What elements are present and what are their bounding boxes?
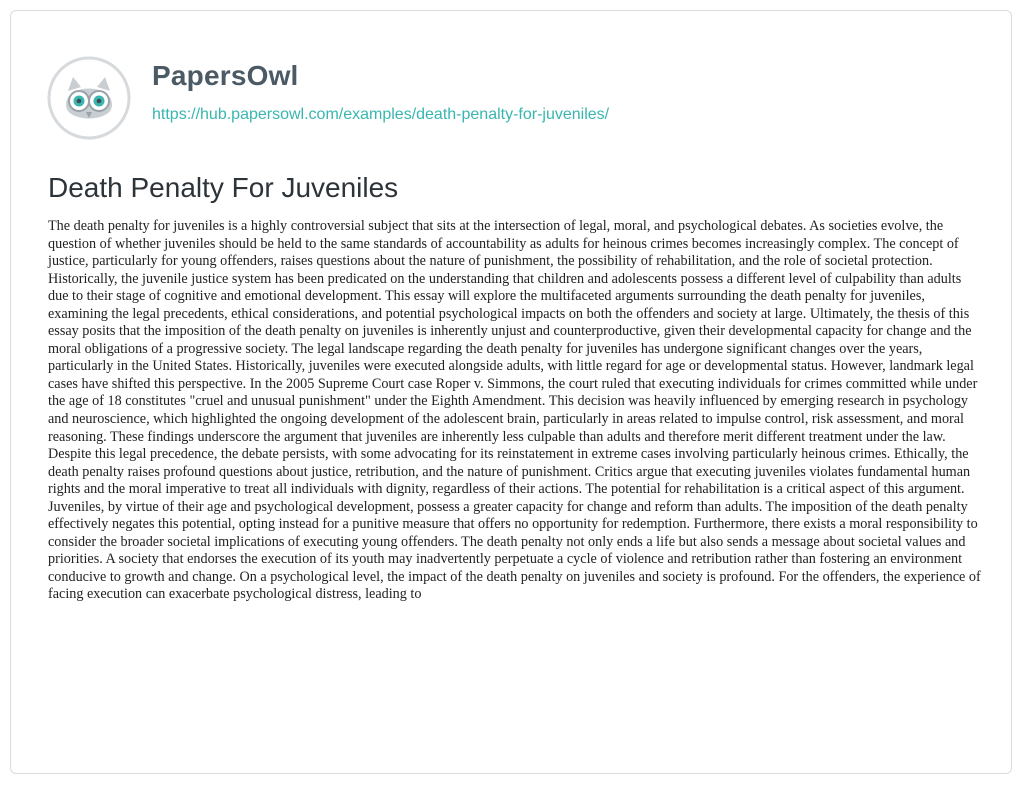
owl-logo-icon <box>46 55 132 141</box>
article-title: Death Penalty For Juveniles <box>48 172 399 203</box>
brand-name: PapersOwl <box>152 60 299 91</box>
article-body: The death penalty for juveniles is a highly controversial subject that sits at the intersection of legal, moral, and psychological debates. As societies evolve, the question of whether juveniles should be held to the same standards of accountability as adults for heinous crimes becomes increasingly complex. The concept of justice, particularly for young offenders, raises questions about the nature of punishment, the possibility of rehabilitation, and the role of societal protection. Historically, the juvenile justice system has been predicated on the understanding that children and adolescents possess a different level of culpability than adults due to their stage of cognitive and emotional development. This essay will explore the multifaceted arguments surrounding the death penalty for juveniles, examining the legal precedents, ethical considerations, and potential psychological impacts on both the offenders and society at large. Ultimately, the thesis of this essay posits that the imposition of the death penalty on juveniles is inherently unjust and counterproductive, given their developmental capacity for change and the moral obligations of a progressive society. The legal landscape regarding the death penalty for juveniles has undergone significant changes over the years, particularly in the United States. Historically, juveniles were executed alongside adults, with little regard for age or developmental status. However, landmark legal cases have shifted this perspective. In the 2005 Supreme Court case Roper v. Simmons, the court ruled that executing individuals for crimes committed while under the age of 18 constitutes "cruel and unusual punishment" under the Eighth Amendment. This decision was heavily influenced by emerging research in psychology and neuroscience, which highlighted the ongoing development of the adolescent brain, particularly in areas related to impulse control, risk assessment, and moral reasoning. These findings underscore the argument that juveniles are inherently less culpable than adults and therefore merit different treatment under the law. Despite this legal precedence, the debate persists, with some advocating for its reinstatement in extreme cases involving particularly heinous crimes. Ethically, the death penalty raises profound questions about justice, retribution, and the nature of punishment. Critics argue that executing juveniles violates fundamental human rights and the moral imperative to treat all individuals with dignity, regardless of their actions. The potential for rehabilitation is a critical aspect of this argument. Juveniles, by virtue of their age and psychological development, possess a greater capacity for change and reform than adults. The imposition of the death penalty effectively negates this potential, opting instead for a punitive measure that offers no opportunity for redemption. Furthermore, there exists a moral responsibility to consider the broader societal implications of executing young offenders. The death penalty not only ends a life but also sends a message about societal values and priorities. A society that endorses the execution of its youth may inadvertently perpetuate a cycle of violence and retribution rather than fostering an environment conducive to growth and change. On a psychological level, the impact of the death penalty on juveniles and society is profound. For the offenders, the experience of facing execution can exacerbate psychological distress, leading to <box>48 218 981 603</box>
source-url-link[interactable]: https://hub.papersowl.com/examples/death-penalty-for-juveniles/ <box>152 106 610 123</box>
